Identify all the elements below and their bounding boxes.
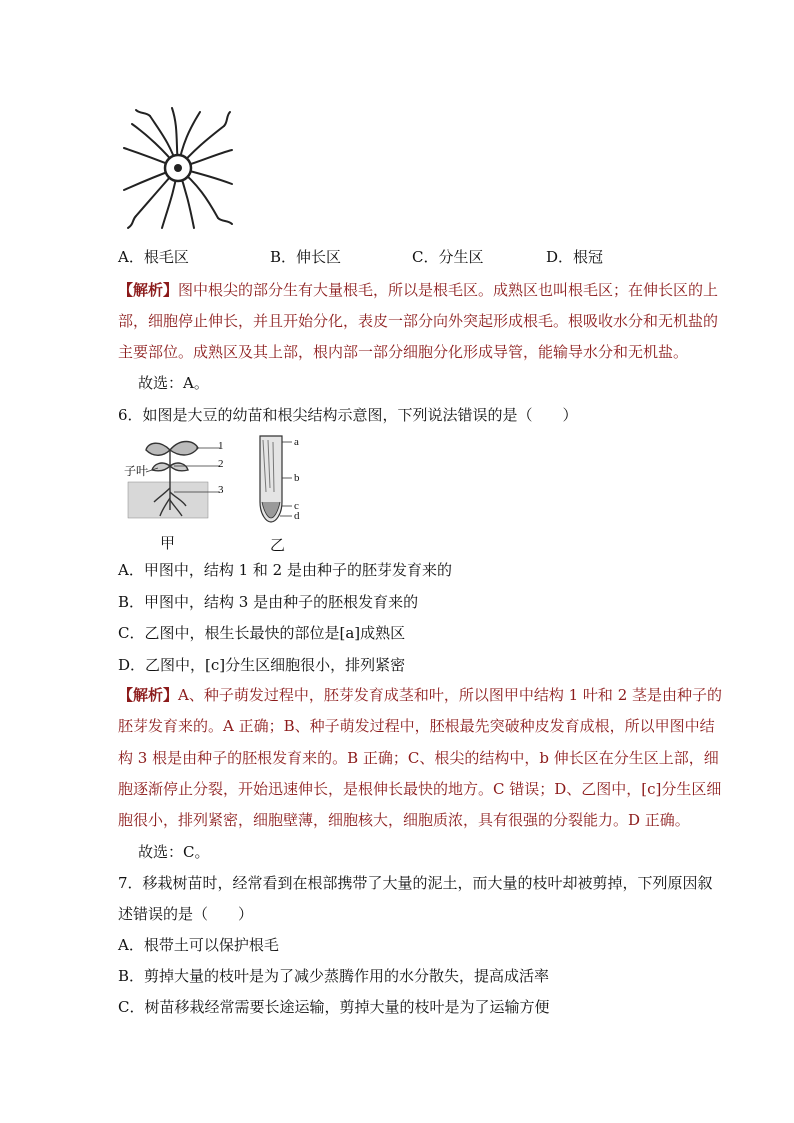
yi-label-a: a <box>294 436 299 448</box>
q5-option-c: C．分生区 <box>412 248 484 266</box>
q5-option-a: A．根毛区 <box>118 248 189 266</box>
q6-option-d: D．乙图中，[c]分生区细胞很小，排列紧密 <box>118 656 406 674</box>
jia-label-3: 3 <box>218 484 224 496</box>
q5-analysis-line-2: 部，细胞停止伸长，并且开始分化，表皮一部分向外突起形成根毛。根吸收水分和无机盐的 <box>118 312 719 330</box>
yi-label-d: d <box>294 510 300 522</box>
jia-label-ziye: 子叶 <box>124 464 149 478</box>
analysis-tag: 【解析】 <box>118 686 179 704</box>
q7-option-c: C．树苗移栽经常需要长途运输，剪掉大量的枝叶是为了运输方便 <box>118 998 550 1016</box>
q6-answer: 故选：C。 <box>138 843 210 861</box>
q5-option-b: B．伸长区 <box>270 248 342 266</box>
yi-label-c: c <box>294 500 299 512</box>
q6-option-a: A．甲图中，结构 1 和 2 是由种子的胚芽发育来的 <box>118 561 452 579</box>
jia-label-2: 2 <box>218 458 224 470</box>
q6-analysis-line-5: 胞很小，排列紧密，细胞壁薄，细胞核大，细胞质浓，具有很强的分裂能力。D 正确。 <box>118 811 690 829</box>
q5-analysis-line-3: 主要部位。成熟区及其上部，根内部一部分细胞分化形成导管，能输导水分和无机盐。 <box>118 343 689 361</box>
q6-analysis-line-1: 【解析】A、种子萌发过程中，胚芽发育成茎和叶，所以图甲中结构 1 叶和 2 茎是由种子的 <box>118 686 723 704</box>
q7-stem-line-1: 7．移栽树苗时，经常看到在根部携带了大量的泥土，而大量的枝叶却被剪掉，下列原因叙 <box>118 874 713 892</box>
q6-analysis-line-2: 胚芽发育来的。A 正确；B、种子萌发过程中，胚根最先突破种皮发育成根，所以甲图中结 <box>118 717 715 735</box>
q6-stem: 6．如图是大豆的幼苗和根尖结构示意图，下列说法错误的是（ ） <box>118 406 578 424</box>
q6-analysis-line-3: 构 3 根是由种子的胚根发育来的。B 正确；C、根尖的结构中，b 伸长区在分生区上部，细 <box>118 749 719 767</box>
root-hair-figure <box>120 104 236 232</box>
q5-answer: 故选：A。 <box>138 374 209 392</box>
q5-option-d: D．根冠 <box>546 248 604 266</box>
yi-caption: 乙 <box>270 536 286 554</box>
q6-option-c: C．乙图中，根生长最快的部位是[a]成熟区 <box>118 624 406 642</box>
q7-stem-line-2: 述错误的是（ ） <box>118 905 254 923</box>
yi-label-b: b <box>294 472 300 484</box>
analysis-tag: 【解析】 <box>118 281 179 299</box>
jia-label-1: 1 <box>218 440 224 452</box>
q7-option-b: B．剪掉大量的枝叶是为了减少蒸腾作用的水分散失，提高成活率 <box>118 967 550 985</box>
q7-option-a: A．根带土可以保护根毛 <box>118 936 279 954</box>
q6-option-b: B．甲图中，结构 3 是由种子的胚根发育来的 <box>118 593 419 611</box>
jia-caption: 甲 <box>160 534 176 552</box>
q6-analysis-line-4: 胞逐渐停止分裂，开始迅速伸长，是根伸长最快的地方。C 错误；D、乙图中，[c]分生区细 <box>118 780 722 798</box>
q5-analysis-line-1: 【解析】图中根尖的部分生有大量根毛，所以是根毛区。成熟区也叫根毛区；在伸长区的上 <box>118 281 719 299</box>
